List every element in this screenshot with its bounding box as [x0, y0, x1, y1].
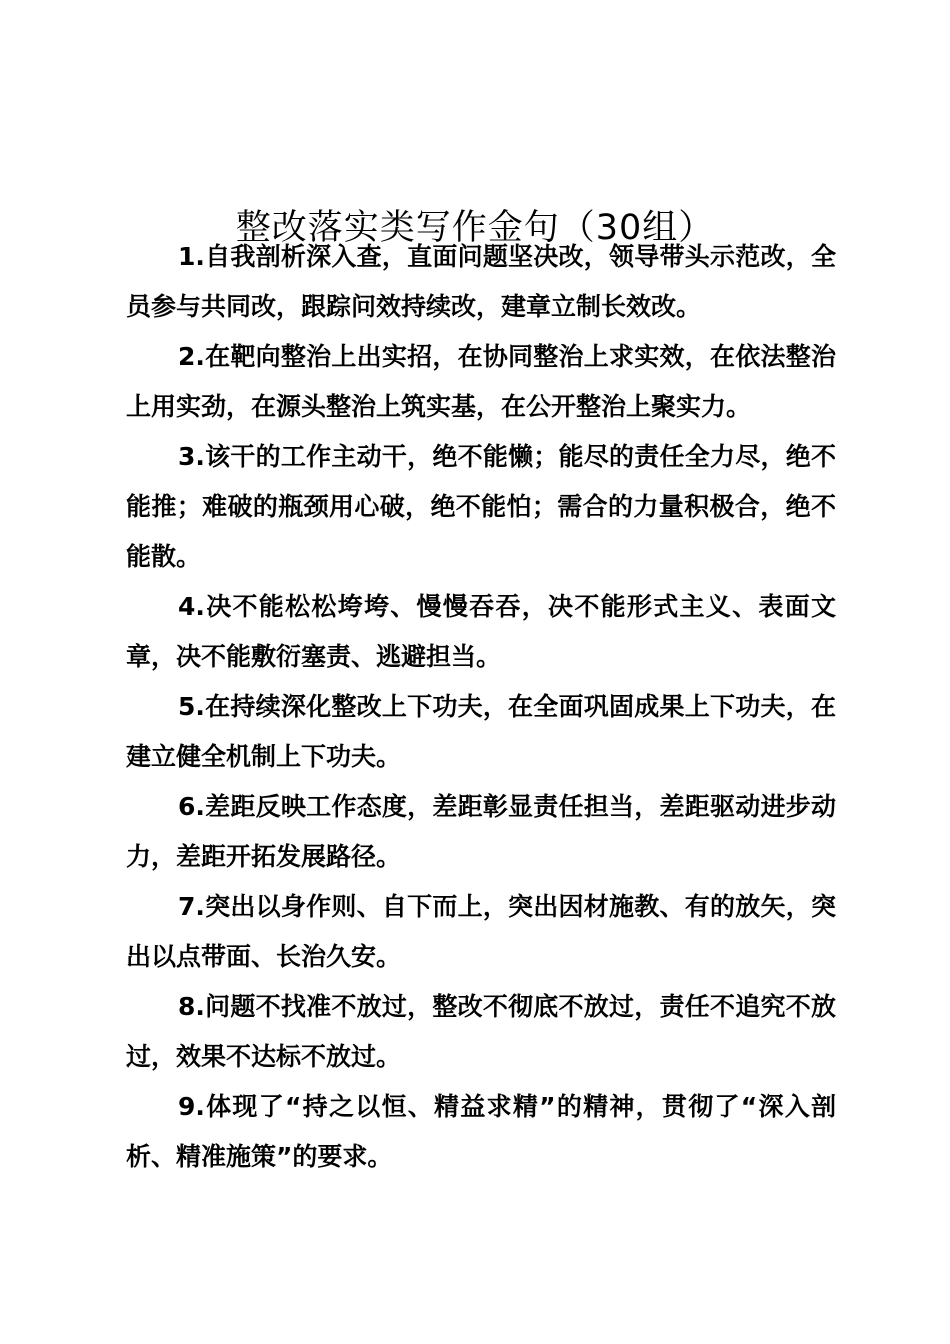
- paragraph-5: 5.在持续深化整改上下功夫，在全面巩固成果上下功夫，在建立健全机制上下功夫。: [126, 692, 836, 771]
- paragraph-9: 9.体现了“持之以恒、精益求精”的精神，贯彻了“深入剖析、精准施策”的要求。: [126, 1092, 836, 1171]
- paragraph-6: 6.差距反映工作态度，差距彰显责任担当，差距驱动进步动力，差距开拓发展路径。: [126, 792, 836, 871]
- paragraph-1: 1.自我剖析深入查，直面问题坚决改，领导带头示范改，全员参与共同改，跟踪问效持续改，建章立制长效改。: [126, 242, 836, 321]
- paragraph-4: 4.决不能松松垮垮、慢慢吞吞，决不能形式主义、表面文章，决不能敷衍塞责、逃避担当。: [126, 592, 836, 671]
- document-title: 整改落实类写作金句（30组）: [235, 208, 715, 249]
- paragraph-8: 8.问题不找准不放过，整改不彻底不放过，责任不追究不放过，效果不达标不放过。: [126, 992, 836, 1071]
- document-body: [126, 232, 836, 1182]
- paragraph-2: 2.在靶向整治上出实招，在协同整治上求实效，在依法整治上用实劲，在源头整治上筑实基，在公开整治上聚实力。: [126, 342, 836, 421]
- paragraph-3: 3.该干的工作主动干，绝不能懒；能尽的责任全力尽，绝不能推；难破的瓶颈用心破，绝不能怕；需合的力量积极合，绝不能散。: [126, 442, 836, 571]
- paragraph-7: 7.突出以身作则、自下而上，突出因材施教、有的放矢，突出以点带面、长治久安。: [126, 892, 836, 971]
